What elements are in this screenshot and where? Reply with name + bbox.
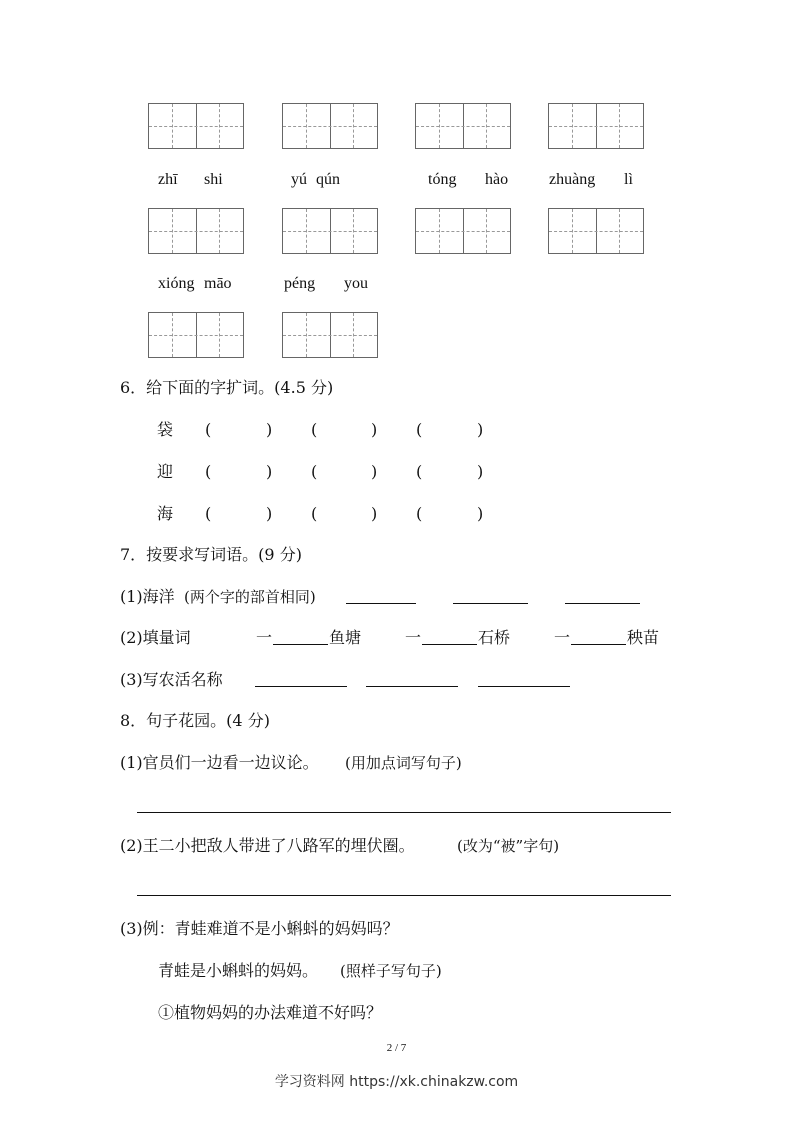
answer-line[interactable] — [137, 895, 671, 896]
close-paren: ) — [477, 504, 484, 523]
writing-grid[interactable] — [282, 208, 378, 254]
answer-blank[interactable] — [273, 630, 328, 645]
pinyin-syllable: xióng — [158, 275, 195, 292]
answer-blank[interactable] — [571, 630, 626, 645]
q7-part1-note: (两个字的部首相同) — [184, 588, 316, 606]
close-paren: ) — [371, 462, 378, 481]
writing-grid[interactable] — [148, 208, 244, 254]
pinyin-syllable: tóng — [428, 171, 457, 188]
q7-part1-label: (1)海洋 — [120, 587, 175, 606]
q8-part1-note: (用加点词写句子) — [345, 754, 462, 772]
pinyin-syllable: péng — [284, 275, 316, 292]
pinyin-syllable: qún — [316, 171, 340, 188]
open-paren: ( — [205, 462, 212, 481]
measure-word: 石桥 — [478, 628, 511, 647]
pinyin-syllable: you — [344, 275, 368, 292]
writing-grid[interactable] — [282, 103, 378, 149]
q7-part2-label: (2)填量词 — [120, 628, 191, 647]
writing-grid[interactable] — [148, 103, 244, 149]
writing-grid[interactable] — [415, 103, 511, 149]
open-paren: ( — [416, 504, 423, 523]
answer-blank[interactable] — [366, 672, 458, 687]
q8-part3-note: (照样子写句子) — [340, 962, 442, 980]
q8-part3-example: (3)例：青蛙难道不是小蝌蚪的妈妈吗？ — [120, 919, 399, 938]
q7-part3-label: (3)写农活名称 — [120, 670, 223, 689]
measure-word: 秧苗 — [627, 628, 660, 647]
pinyin-syllable: hào — [485, 171, 509, 188]
open-paren: ( — [205, 420, 212, 439]
q8-part3-item1: ①植物妈妈的办法难道不好吗？ — [158, 1003, 383, 1022]
close-paren: ) — [266, 420, 273, 439]
close-paren: ) — [371, 504, 378, 523]
answer-blank[interactable] — [255, 672, 347, 687]
answer-blank[interactable] — [453, 589, 528, 604]
open-paren: ( — [311, 504, 318, 523]
measure-prefix: 一 — [405, 628, 422, 647]
q8-part1-text: (1)官员们一边看一边议论。 — [120, 753, 319, 772]
answer-line[interactable] — [137, 812, 671, 813]
open-paren: ( — [205, 504, 212, 523]
writing-grid[interactable] — [148, 312, 244, 358]
q6-char: 袋 — [157, 420, 174, 439]
question-8-title: 8．句子花园。(4 分) — [120, 711, 270, 730]
writing-grid[interactable] — [415, 208, 511, 254]
pinyin-syllable: lì — [624, 171, 633, 188]
measure-prefix: 一 — [554, 628, 571, 647]
writing-grid[interactable] — [282, 312, 378, 358]
open-paren: ( — [416, 420, 423, 439]
q6-char: 海 — [157, 504, 174, 523]
pinyin-syllable: māo — [204, 275, 232, 292]
close-paren: ) — [266, 462, 273, 481]
close-paren: ) — [477, 462, 484, 481]
pinyin-syllable: zhuàng — [549, 171, 596, 188]
page-number: 2 / 7 — [386, 1042, 407, 1054]
pinyin-syllable: yú — [291, 171, 307, 188]
writing-grid[interactable] — [548, 103, 644, 149]
measure-prefix: 一 — [256, 628, 273, 647]
pinyin-syllable: zhī — [158, 171, 178, 188]
close-paren: ) — [477, 420, 484, 439]
open-paren: ( — [311, 420, 318, 439]
answer-blank[interactable] — [346, 589, 416, 604]
q8-part2-text: (2)王二小把敌人带进了八路军的埋伏圈。 — [120, 836, 415, 855]
measure-word: 鱼塘 — [329, 628, 362, 647]
open-paren: ( — [311, 462, 318, 481]
answer-blank[interactable] — [565, 589, 640, 604]
open-paren: ( — [416, 462, 423, 481]
close-paren: ) — [266, 504, 273, 523]
answer-blank[interactable] — [478, 672, 570, 687]
watermark: 学习资料网 https://xk.chinakzw.com — [274, 1074, 519, 1090]
close-paren: ) — [371, 420, 378, 439]
q8-part2-note: (改为“被”字句) — [457, 837, 560, 855]
answer-blank[interactable] — [422, 630, 477, 645]
writing-grid[interactable] — [548, 208, 644, 254]
pinyin-syllable: shi — [204, 171, 223, 188]
q8-part3-answer: 青蛙是小蝌蚪的妈妈。 — [158, 961, 319, 980]
question-7-title: 7．按要求写词语。(9 分) — [120, 545, 302, 564]
question-6-title: 6．给下面的字扩词。(4.5 分) — [120, 378, 334, 397]
q6-char: 迎 — [157, 462, 174, 481]
